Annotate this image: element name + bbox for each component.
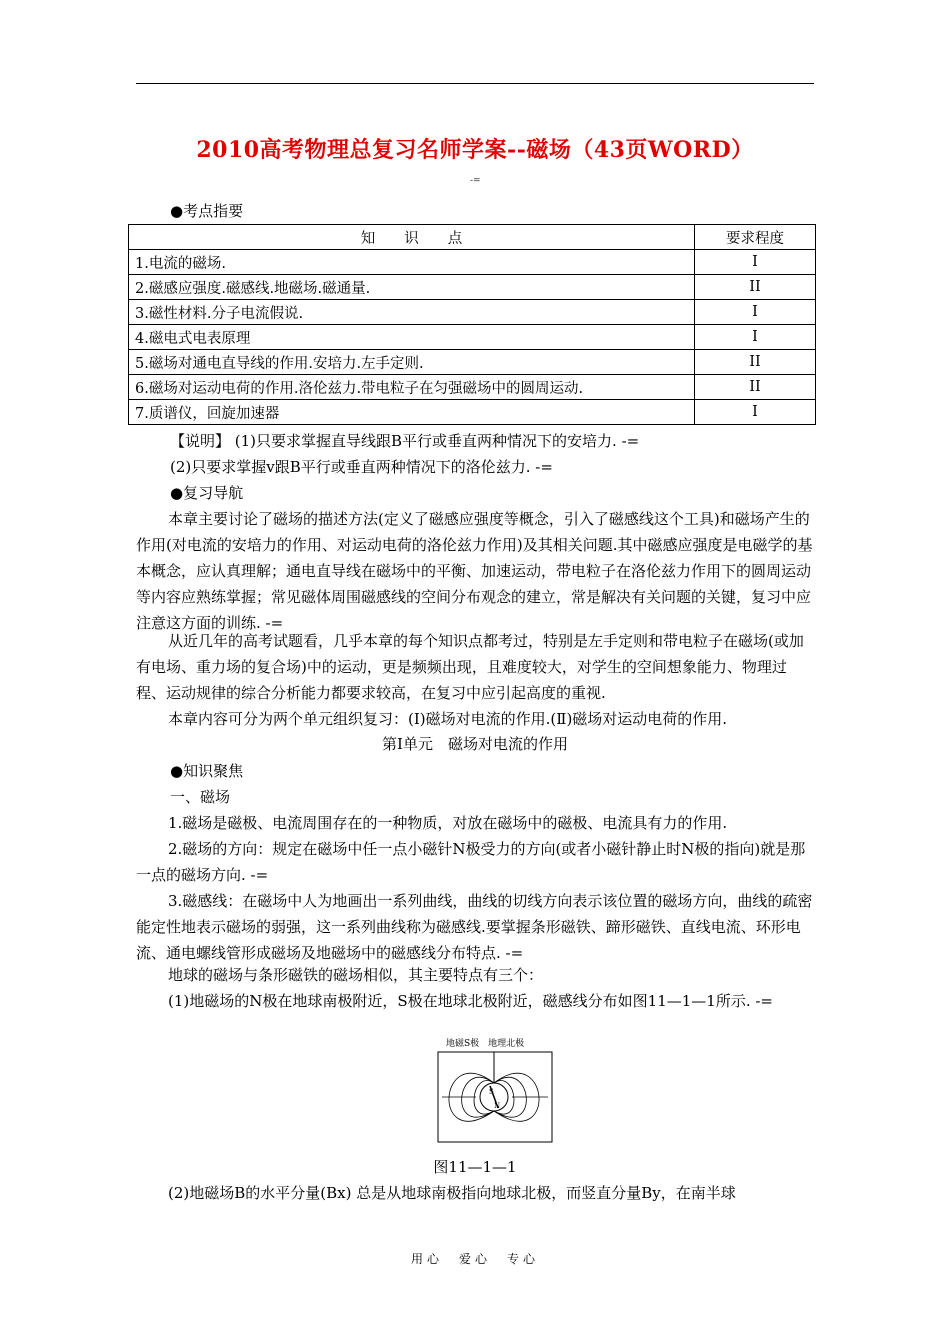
earth-point-1: (1)地磁场的N极在地球南极附近，S极在地球北极附近，磁感线分布如图11—1—1所示. -= bbox=[168, 992, 773, 1010]
table-cell-level: I bbox=[695, 250, 816, 275]
heading-cichang: 一、磁场 bbox=[170, 788, 231, 806]
earth-intro: 地球的磁场与条形磁铁的磁场相似，其主要特点有三个： bbox=[168, 966, 544, 984]
note-2: (2)只要求掌握v跟B平行或垂直两种情况下的洛伦兹力. -= bbox=[170, 458, 553, 476]
knowledge-1: 1.磁场是磁极、电流周围存在的一种物质，对放在磁场中的磁极、电流具有力的作用. bbox=[168, 814, 728, 832]
figure-s-label: S bbox=[489, 1088, 494, 1096]
table-row bbox=[129, 275, 816, 300]
table-row bbox=[129, 325, 816, 350]
section-heading-fuxi: ●复习导航 bbox=[170, 484, 244, 502]
table-cell-item: 2.磁感应强度.磁感线.地磁场.磁通量. bbox=[129, 275, 695, 300]
note-1: 【说明】 (1)只要求掌握直导线跟B平行或垂直两种情况下的安培力. -= bbox=[170, 432, 640, 450]
paragraph-3: 本章内容可分为两个单元组织复习：(Ⅰ)磁场对电流的作用.(Ⅱ)磁场对运动电荷的作用. bbox=[168, 710, 728, 728]
table-cell-item: 1.电流的磁场. bbox=[129, 250, 695, 275]
page-footer: 用心 爱心 专心 bbox=[410, 1252, 539, 1266]
mark: -= bbox=[470, 176, 481, 186]
figure-label: 地磁S极 地理北极 bbox=[446, 1039, 525, 1049]
paragraph-1: 本章主要讨论了磁场的描述方法(定义了磁感应强度等概念，引入了磁感线这个工具)和磁场产生的作用(对电流的安培力的作用、对运动电荷的洛伦兹力作用)及其相关问题.其中磁感应强度是电磁学的基本概念，应认真理解；通电直导线在磁场中的平衡、加速运动，带电粒子在洛伦兹力作用下的圆周运动等内容应熟练掌握；常见磁体周围磁感线的空间分布观念的建立，常是解决有关问题的关键，复习中应注意这方面的训练. -= bbox=[136, 510, 813, 632]
table-row bbox=[129, 250, 816, 275]
field-lines-diagram bbox=[436, 1050, 556, 1150]
table-row bbox=[129, 350, 816, 375]
table-cell-level: II bbox=[695, 275, 816, 300]
table-cell-item: 3.磁性材料.分子电流假说. bbox=[129, 300, 695, 325]
unit-heading: 第Ⅰ单元 磁场对电流的作用 bbox=[382, 735, 568, 753]
knowledge-2: 2.磁场的方向：规定在磁场中任一点小磁针N极受力的方向(或者小磁针静止时N极的指向)就是那一点的磁场方向. -= bbox=[136, 840, 806, 884]
table-cell-item: 5.磁场对通电直导线的作用.安培力.左手定则. bbox=[129, 350, 695, 375]
header-level: 要求程度 bbox=[695, 225, 816, 250]
earth-point-2: (2)地磁场B的水平分量(Bx) 总是从地球南极指向地球北极，而竖直分量By，在南半球 bbox=[168, 1184, 736, 1202]
figure-n-label: N bbox=[494, 1102, 501, 1110]
section-heading-kaodian: ●考点指要 bbox=[170, 202, 244, 220]
table-cell-level: I bbox=[695, 400, 816, 425]
table-cell-level: I bbox=[695, 300, 816, 325]
header-knowledge: 知 识 点 bbox=[129, 225, 695, 250]
table-cell-item: 6.磁场对运动电荷的作用.洛伦兹力.带电粒子在匀强磁场中的圆周运动. bbox=[129, 375, 695, 400]
knowledge-3: 3.磁感线：在磁场中人为地画出一系列曲线，曲线的切线方向表示该位置的磁场方向，曲线的疏密能定性地表示磁场的弱强，这一系列曲线称为磁感线.要掌握条形磁铁、蹄形磁铁、直线电流、环形电流、通电螺线管形成磁场及地磁场中的磁感线分布特点. -= bbox=[136, 892, 813, 962]
table-row bbox=[129, 400, 816, 425]
geomagnetic-field-figure bbox=[436, 1000, 556, 1140]
table-row bbox=[129, 300, 816, 325]
table-cell-level: II bbox=[695, 350, 816, 375]
table-row bbox=[129, 375, 816, 400]
table-cell-item: 7.质谱仪，回旋加速器 bbox=[129, 400, 695, 425]
table-header-row bbox=[129, 225, 816, 250]
table-cell-level: I bbox=[695, 325, 816, 350]
header-rule bbox=[136, 83, 814, 84]
table-cell-item: 4.磁电式电表原理 bbox=[129, 325, 695, 350]
knowledge-table bbox=[128, 224, 816, 425]
paragraph-2: 从近几年的高考试题看，几乎本章的每个知识点都考过，特别是左手定则和带电粒子在磁场(或加有电场、重力场的复合场)中的运动，更是频频出现，且难度较大，对学生的空间想象能力、物理过程、运动规律的综合分析能力都要求较高，在复习中应引起高度的重视. bbox=[136, 632, 804, 702]
figure-caption: 图11—1—1 bbox=[433, 1158, 517, 1176]
table-cell-level: II bbox=[695, 375, 816, 400]
section-heading-zhishi: ●知识聚焦 bbox=[170, 762, 244, 780]
page-title: 2010高考物理总复习名师学案--磁场（43页WORD） bbox=[196, 137, 754, 163]
